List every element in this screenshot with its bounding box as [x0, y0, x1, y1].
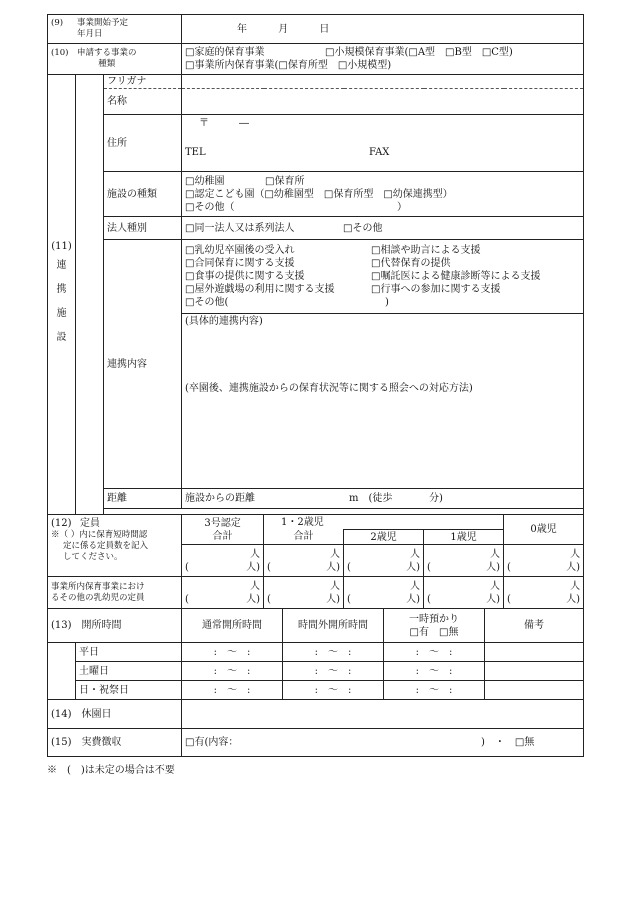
time-field[interactable]: : 〜 : — [384, 662, 485, 681]
row-cooperation-checks — [48, 240, 584, 314]
business-type-options[interactable]: □家庭的保育事業 □小規模保育事業(□A型 □B型 □C型) □事業所内保育事業(□保育所型 □小規模型) — [182, 44, 584, 75]
row-saturday — [48, 662, 584, 681]
row-weekday — [48, 643, 584, 662]
cooperation-options[interactable]: □乳幼児卒園後の受入れ □相談や助言による支援 □合同保育に関する支援 □代替保育の提供 □食事の提供に関する支援 □嘱託医による健康診断等による支援 □屋外遊戯場の利用に関する支援 □行事への参加に関する支援 □その他( ) — [182, 240, 584, 314]
header-age-1: 1歳児 — [424, 530, 504, 545]
footer-note: ※ ( )は未定の場合は不要 — [47, 765, 175, 776]
label-furigana: フリガナ — [104, 75, 182, 89]
time-field[interactable]: : 〜 : — [283, 643, 384, 662]
row-closed-days: (14) 休園日 — [48, 700, 584, 729]
temp-care-options[interactable]: □有 □無 — [409, 626, 459, 638]
header-age-0: 0歳児 — [504, 515, 584, 545]
time-field[interactable]: : 〜 : — [283, 662, 384, 681]
row-actual-cost: (15) 実費徴収 □有(内容： ) ・ □無 — [48, 729, 584, 757]
address-field[interactable]: 〒 ― TEL FAX — [182, 115, 584, 172]
capacity-cell[interactable]: 人 ( 人) — [504, 577, 584, 609]
capacity-cell[interactable]: 人 ( 人) — [344, 577, 424, 609]
row-name — [48, 89, 584, 115]
time-field[interactable]: : 〜 : — [182, 681, 283, 700]
header-normal-hours: 通常開所時間 — [182, 609, 283, 643]
row-other-children: 事業所内保育事業におけ るその他の乳幼児の定員 人 ( 人) 人 ( 人) 人 ( 人) 人 ( 人) 人 ( 人) — [48, 577, 584, 609]
header-extra-hours: 時間外開所時間 — [283, 609, 384, 643]
row-facility-type — [48, 172, 584, 217]
label-facility-type: 施設の種類 — [104, 172, 182, 217]
row-number: (10) — [51, 48, 69, 58]
row-capacity-subheader: 合計 2歳児 1歳児 — [48, 530, 584, 545]
name-field[interactable] — [182, 89, 584, 115]
row-business-type: (10) 申請する事業の 種類 □家庭的保育事業 □小規模保育事業(□A型 □B型 □C型) □事業所内保育事業(□保育所型 □小規模型) — [48, 44, 584, 75]
label-saturday: 土曜日 — [76, 662, 182, 681]
label: 年月日 — [77, 29, 103, 39]
capacity-cell[interactable]: 人 ( 人) — [504, 545, 584, 577]
capacity-cell[interactable]: 人 ( 人) — [182, 577, 264, 609]
distance-field[interactable]: 施設からの距離 m (徒歩 分) — [182, 489, 584, 509]
row-address — [48, 115, 584, 172]
label: 事業開始予定 — [77, 18, 129, 28]
notes-field[interactable] — [485, 681, 584, 700]
row-hours-header: (13) 開所時間 通常開所時間 時間外開所時間 一時預かり □有 □無 備考 — [48, 609, 584, 643]
row-start-date — [48, 15, 584, 44]
label-name: 名称 — [104, 89, 182, 115]
time-field[interactable]: : 〜 : — [384, 643, 485, 662]
row-distance — [48, 489, 584, 509]
capacity-cell[interactable]: 人 ( 人) — [264, 577, 344, 609]
notes-field[interactable] — [485, 662, 584, 681]
label-weekday: 平日 — [76, 643, 182, 662]
label-cooperation: 連携内容 — [104, 240, 182, 489]
time-field[interactable]: : 〜 : — [182, 643, 283, 662]
time-field[interactable]: : 〜 : — [283, 681, 384, 700]
cooperation-detail-field[interactable]: (具体的連携内容) (卒園後、連携施設からの保育状況等に関する照会への対応方法) — [182, 314, 584, 489]
capacity-cell[interactable]: 人 ( 人) — [264, 545, 344, 577]
capacity-cell[interactable]: 人 ( 人) — [424, 577, 504, 609]
capacity-cell[interactable]: 人 ( 人) — [344, 545, 424, 577]
notes-field[interactable] — [485, 643, 584, 662]
furigana-field[interactable] — [182, 75, 584, 89]
row-capacity-header: (12) 定員 ※（ ）内に保育短時間認 定に係る定員数を記入 してください。 3号認定 合計 1・2歳児 0歳児 — [48, 515, 584, 530]
header-age-2: 2歳児 — [344, 530, 424, 545]
time-field[interactable]: : 〜 : — [182, 662, 283, 681]
label-distance: 距離 — [104, 489, 182, 509]
capacity-cell[interactable]: 人 ( 人) — [424, 545, 504, 577]
start-date-field[interactable]: 年 月 日 — [182, 15, 584, 44]
hours-table — [47, 608, 584, 757]
row-corporation-type — [48, 217, 584, 240]
application-form — [47, 14, 583, 776]
closed-days-field[interactable] — [182, 700, 584, 729]
row-number: (9) — [51, 18, 64, 28]
header-notes: 備考 — [485, 609, 584, 643]
capacity-cell[interactable]: 人 ( 人) — [182, 545, 264, 577]
section-cooperating-facility: (11) 連 携 施 設 — [48, 75, 76, 515]
row-holiday — [48, 681, 584, 700]
label-address: 住所 — [104, 115, 182, 172]
row-furigana — [48, 75, 584, 89]
time-field[interactable]: : 〜 : — [384, 681, 485, 700]
facility-type-options[interactable]: □幼稚園 □保育所 □認定こども園（□幼稚園型 □保育所型 □幼保連携型） □その他（ ） — [182, 172, 584, 217]
actual-cost-field[interactable]: □有(内容： ) ・ □無 — [182, 729, 584, 757]
label-holiday: 日・祝祭日 — [76, 681, 182, 700]
form-table — [47, 14, 584, 609]
label-corporation: 法人種別 — [104, 217, 182, 240]
corporation-options[interactable]: □同一法人又は系列法人 □その他 — [182, 217, 584, 240]
